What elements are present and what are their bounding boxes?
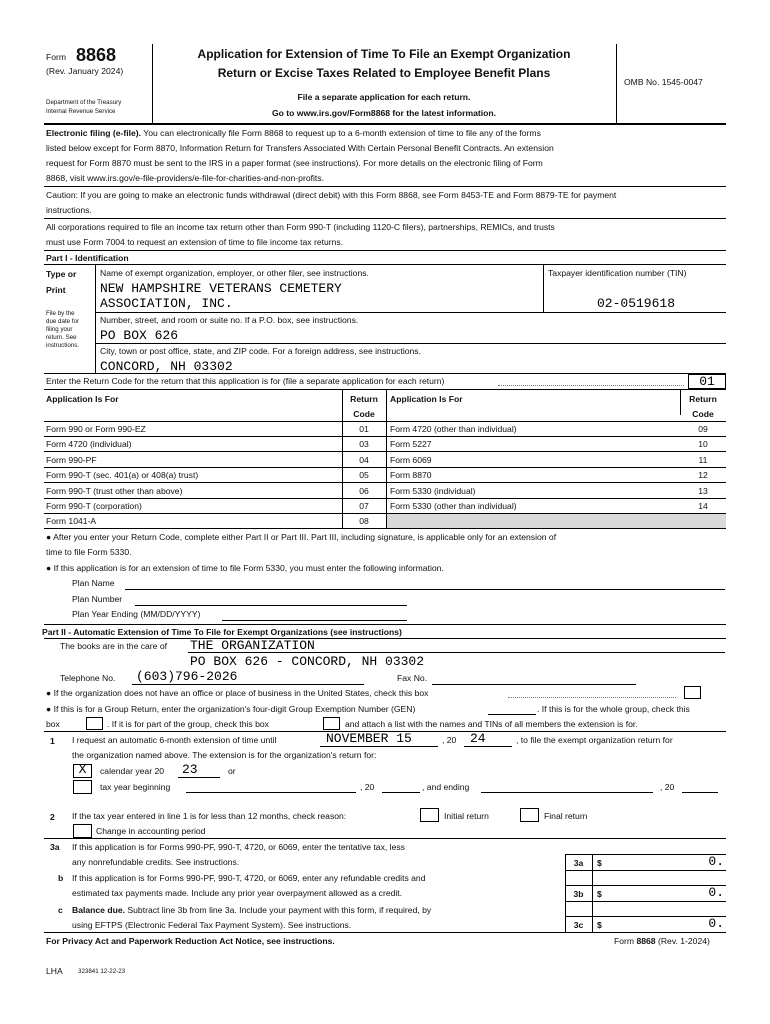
- line3a-number: 3a: [50, 842, 60, 852]
- line3c-value[interactable]: 0.: [708, 916, 724, 931]
- form-title-line1: Application for Extension of Time To File an Exempt Organization: [197, 47, 571, 61]
- no-office-text: ● If the organization does not have an office or place of business in the United States, check this box: [46, 688, 429, 698]
- tax-year-begin-year[interactable]: [382, 792, 420, 793]
- group-part-text: . If it is for part of the group, check this box: [107, 719, 269, 729]
- tax-year-label: tax year beginning: [100, 782, 171, 792]
- extension-month-value[interactable]: NOVEMBER 15: [326, 731, 412, 746]
- caution-line1: Caution: If you are going to make an electronic funds withdrawal (direct debit) with this Form 8868, see Form 8453-TE and Form 8879-TE for payment: [46, 190, 617, 200]
- accounting-change-checkbox[interactable]: [73, 824, 92, 838]
- initial-return-checkbox[interactable]: [420, 808, 439, 822]
- file-due-note-5: instructions.: [46, 342, 80, 349]
- codes-header-code-left: Code: [353, 409, 375, 419]
- tax-year-end-20: , 20: [660, 782, 675, 792]
- codes-header-code-right: Code: [692, 409, 714, 419]
- telephone-label: Telephone No.: [60, 673, 116, 683]
- code-right-code-5: 13: [698, 486, 708, 496]
- omb-number: OMB No. 1545-0047: [624, 77, 703, 87]
- plan-name-field[interactable]: [125, 589, 725, 590]
- line3a-text2: any nonrefundable credits. See instructions.: [72, 857, 240, 867]
- file-due-note-3: filing your: [46, 326, 73, 333]
- books-address-value[interactable]: PO BOX 626 - CONCORD, NH 03302: [190, 654, 425, 669]
- form-reference: Form 8868 (Rev. 1-2024): [614, 936, 710, 946]
- whole-group-checkbox[interactable]: [86, 717, 103, 730]
- code-left-code-1: 01: [359, 424, 369, 434]
- efile-line4: 8868, visit www.irs.gov/e-file-providers/e-file-for-charities-and-non-profits.: [46, 173, 324, 183]
- code-left-form-7: Form 1041-A: [46, 516, 97, 526]
- line3b-value[interactable]: 0.: [708, 885, 724, 900]
- form-code: 323841 12-22-23: [78, 968, 126, 975]
- line3c-box-label: 3c: [573, 920, 584, 930]
- file-separate-note: File a separate application for each return.: [297, 92, 471, 102]
- line3a-text1: If this application is for Forms 990-PF, 990-T, 4720, or 6069, enter the tentative tax, less: [72, 842, 405, 852]
- after-code-note-1: ● After you enter your Return Code, complete either Part II or Part III. Part III, including signature, is applicable only for an extension of: [46, 532, 557, 542]
- codes-header-return-left: Return: [350, 394, 378, 404]
- tax-year-begin-field[interactable]: [186, 792, 356, 793]
- efile-line3: request for Form 8870 must be sent to the IRS in a paper format (see instructions). For more details on the electronic filing of Form: [46, 158, 543, 168]
- tax-year-checkbox[interactable]: [73, 780, 92, 794]
- line2-number: 2: [50, 812, 55, 822]
- tin-label: Taxpayer identification number (TIN): [548, 268, 687, 278]
- line1-text2: the organization named above. The extension is for the organization's return for:: [72, 750, 377, 760]
- no-office-checkbox[interactable]: [684, 686, 701, 699]
- line3c-dollar: $: [597, 920, 602, 930]
- line3a-dollar: $: [597, 858, 602, 868]
- code-right-form-5: Form 5330 (individual): [390, 486, 476, 496]
- lha-label: LHA: [46, 966, 63, 976]
- city-label: City, town or post office, state, and ZIP code. For a foreign address, see instructions.: [100, 346, 421, 356]
- code-left-code-3: 04: [359, 455, 369, 465]
- code-left-code-5: 06: [359, 486, 369, 496]
- code-left-form-5: Form 990-T (trust other than above): [46, 486, 183, 496]
- code-left-form-2: Form 4720 (individual): [46, 439, 132, 449]
- line1-tail: , to file the exempt organization return for: [516, 735, 673, 745]
- file-due-note-1: File by the: [46, 310, 75, 317]
- form5330-note: ● If this application is for an extension of time to file Form 5330, you must enter the following information.: [46, 563, 444, 573]
- privacy-notice: For Privacy Act and Paperwork Reduction Act Notice, see instructions.: [46, 936, 335, 946]
- street-value[interactable]: PO BOX 626: [100, 328, 179, 343]
- code-right-code-1: 09: [698, 424, 708, 434]
- street-label: Number, street, and room or suite no. If a P.O. box, see instructions.: [100, 315, 359, 325]
- codes-header-app-left: Application Is For: [46, 394, 119, 404]
- calendar-year-label: calendar year 20: [100, 766, 165, 776]
- code-right-form-3: Form 6069: [390, 455, 432, 465]
- form-number: 8868: [76, 45, 117, 65]
- code-left-form-4: Form 990-T (sec. 401(a) or 408(a) trust): [46, 470, 199, 480]
- plan-number-label: Plan Number: [72, 594, 123, 604]
- plan-year-field[interactable]: [222, 620, 407, 621]
- line3c-text2: using EFTPS (Electronic Federal Tax Payment System). See instructions.: [72, 920, 352, 930]
- return-code-value: 01: [699, 374, 715, 389]
- codes-header-return-right: Return: [689, 394, 717, 404]
- fax-label: Fax No.: [397, 673, 428, 683]
- group-return-text: ● If this is for a Group Return, enter the organization's four-digit Group Exemption Number (GEN): [46, 704, 416, 714]
- calendar-year-value[interactable]: 23: [182, 762, 198, 777]
- part-group-checkbox[interactable]: [323, 717, 340, 730]
- group-attach-text: and attach a list with the names and TINs of all members the extension is for.: [345, 719, 638, 729]
- code-right-code-6: 14: [698, 501, 708, 511]
- efile-line1: Electronic filing (e-file). You can electronically file Form 8868 to request up to a 6-month extension of time to file any of the forms: [46, 128, 541, 138]
- revision-date: (Rev. January 2024): [46, 66, 124, 76]
- line1-year-prefix: , 20: [442, 735, 457, 745]
- tax-year-end-field[interactable]: [481, 792, 653, 793]
- final-return-checkbox[interactable]: [520, 808, 539, 822]
- form-label: Form: [46, 52, 67, 62]
- initial-return-label: Initial return: [444, 811, 489, 821]
- code-right-code-2: 10: [698, 439, 708, 449]
- after-code-note-2: time to file Form 5330.: [46, 547, 132, 557]
- print-label: Print: [46, 285, 66, 295]
- type-or-label: Type or: [46, 269, 77, 279]
- corp-line1: All corporations required to file an income tax return other than Form 990-T (including 1120-C filers), partnerships, REMICs, and trusts: [46, 222, 555, 232]
- line3a-value[interactable]: 0.: [708, 854, 724, 869]
- corp-line2: must use Form 7004 to request an extension of time to file income tax returns.: [46, 237, 344, 247]
- shaded-cell: [387, 514, 726, 528]
- extension-year-value[interactable]: 24: [470, 731, 486, 746]
- org-name-line1[interactable]: NEW HAMPSHIRE VETERANS CEMETERY: [100, 281, 342, 296]
- plan-name-label: Plan Name: [72, 578, 115, 588]
- plan-number-field[interactable]: [135, 605, 407, 606]
- code-left-form-3: Form 990-PF: [46, 455, 97, 465]
- part2-title: Part II - Automatic Extension of Time To File for Exempt Organizations (see instructions): [42, 627, 402, 637]
- code-left-code-2: 03: [359, 439, 369, 449]
- return-code-label: Enter the Return Code for the return that this application is for (file a separate application for each return): [46, 376, 445, 386]
- line3b-text1: If this application is for Forms 990-PF, 990-T, 4720, or 6069, enter any refundable credits and: [72, 873, 426, 883]
- efile-line2: listed below except for Form 8870, Information Return for Transfers Associated With Certain Personal Benefit Contracts. An extension: [46, 143, 554, 153]
- code-right-form-4: Form 8870: [390, 470, 432, 480]
- code-right-form-1: Form 4720 (other than individual): [390, 424, 517, 434]
- file-due-note-4: return. See: [46, 334, 77, 341]
- code-right-code-4: 12: [698, 470, 708, 480]
- file-due-note-2: due date for: [46, 318, 80, 325]
- calendar-year-check: X: [78, 762, 87, 777]
- code-right-form-6: Form 5330 (other than individual): [390, 501, 517, 511]
- org-name-label: Name of exempt organization, employer, or other filer, see instructions.: [100, 268, 369, 278]
- gen-field[interactable]: [488, 714, 536, 715]
- group-whole-text: . If this is for the whole group, check this: [537, 704, 690, 714]
- form-title-line2: Return or Excise Taxes Related to Employee Benefit Plans: [217, 66, 551, 80]
- tin-value[interactable]: 02-0519618: [597, 296, 676, 311]
- org-name-line2[interactable]: ASSOCIATION, INC.: [100, 296, 233, 311]
- books-care-value[interactable]: THE ORGANIZATION: [190, 638, 315, 653]
- code-left-code-6: 07: [359, 501, 369, 511]
- code-left-form-6: Form 990-T (corporation): [46, 501, 142, 511]
- tax-year-begin-20: , 20: [360, 782, 375, 792]
- line3b-box-label: 3b: [573, 889, 584, 899]
- code-right-code-3: 11: [698, 455, 708, 465]
- city-value[interactable]: CONCORD, NH 03302: [100, 359, 233, 374]
- calendar-or: or: [228, 766, 236, 776]
- line2-text: If the tax year entered in line 1 is for less than 12 months, check reason:: [72, 811, 347, 821]
- code-right-form-2: Form 5227: [390, 439, 432, 449]
- line3b-text2: estimated tax payments made. Include any prior year overpayment allowed as a credit.: [72, 888, 403, 898]
- final-return-label: Final return: [544, 811, 588, 821]
- part1-title: Part I - Identification: [46, 253, 129, 263]
- fax-field[interactable]: [432, 684, 636, 685]
- caution-line2: instructions.: [46, 205, 92, 215]
- tax-year-ending-label: , and ending: [422, 782, 470, 792]
- line3a-box-label: 3a: [573, 858, 584, 868]
- books-care-label: The books are in the care of: [60, 641, 168, 651]
- plan-year-label: Plan Year Ending (MM/DD/YYYY): [72, 609, 201, 619]
- accounting-change-label: Change in accounting period: [96, 826, 206, 836]
- code-left-code-4: 05: [359, 470, 369, 480]
- line3b-dollar: $: [597, 889, 602, 899]
- line1-text: I request an automatic 6-month extension of time until: [72, 735, 277, 745]
- service: Internal Revenue Service: [46, 108, 116, 115]
- line3c-text1: Balance due. Subtract line 3b from line 3a. Include your payment with this form, if required, by: [72, 905, 432, 915]
- line1-number: 1: [50, 736, 55, 746]
- line3c-number: c: [58, 905, 63, 915]
- telephone-value[interactable]: (603)796-2026: [136, 669, 238, 684]
- irs-url-note: Go to www.irs.gov/Form8868 for the latest information.: [271, 108, 497, 118]
- code-left-form-1: Form 990 or Form 990-EZ: [46, 424, 146, 434]
- code-left-code-7: 08: [359, 516, 369, 526]
- group-box-label: box: [46, 719, 60, 729]
- department: Department of the Treasury: [46, 99, 122, 106]
- tax-year-end-year[interactable]: [682, 792, 718, 793]
- codes-header-app-right: Application Is For: [390, 394, 463, 404]
- line3b-number: b: [58, 873, 64, 883]
